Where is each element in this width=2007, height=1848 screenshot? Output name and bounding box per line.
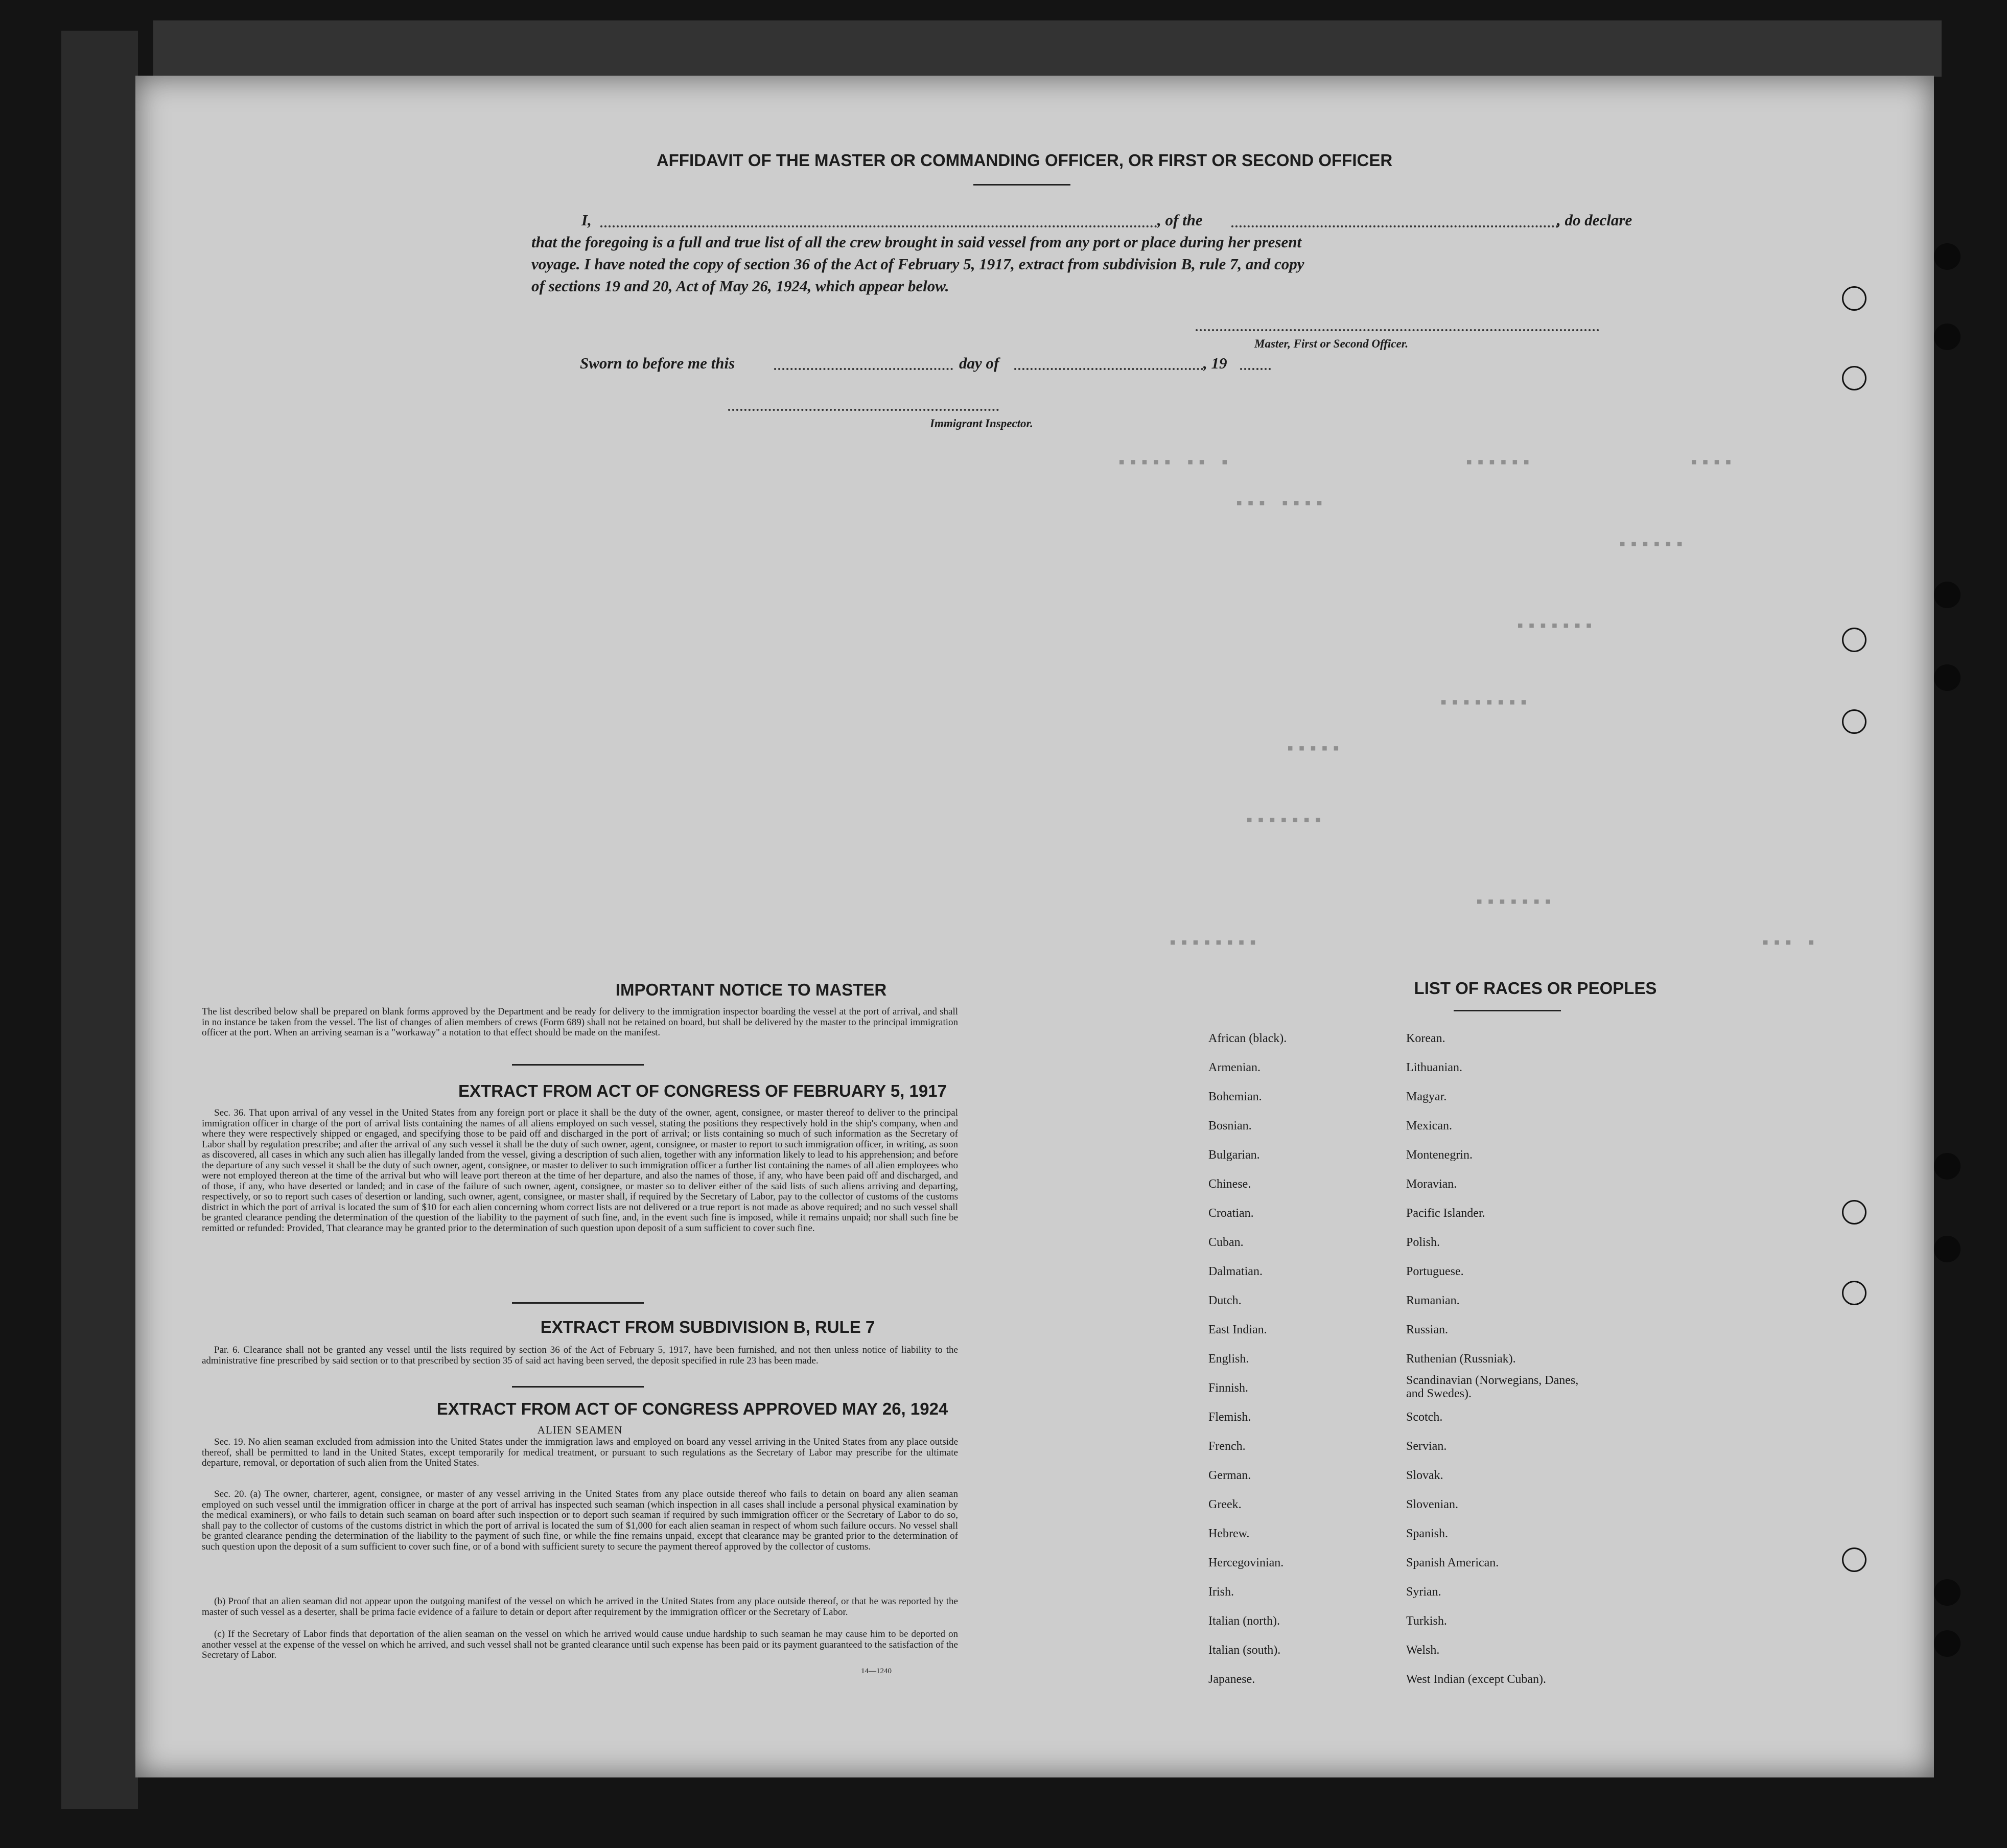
rule7-title: EXTRACT FROM SUBDIVISION B, RULE 7	[540, 1318, 875, 1336]
affidavit-do-declare: , do declare	[1557, 211, 1632, 229]
punch-hole-icon	[1842, 709, 1866, 734]
race-item: Chinese.	[1208, 1177, 1251, 1191]
punch-hole-icon	[1934, 664, 1961, 691]
vessel-field[interactable]	[1231, 225, 1558, 227]
race-item: Montenegrin.	[1406, 1148, 1473, 1162]
notice-rule	[512, 1064, 644, 1066]
manifest-page: ▪▪▪▪▪ ▪▪ ▪ ▪▪▪▪▪▪ ▪▪▪▪ ▪▪▪ ▪▪▪▪ ▪▪▪▪▪▪ ▪▪▪▪▪▪▪ ▪▪▪▪▪▪▪▪ ▪▪▪▪▪ ▪▪▪▪▪▪▪ ▪▪▪▪▪▪▪ ▪▪▪▪▪▪▪▪ ▪▪▪ ▪ AFFIDAVIT OF THE MASTER OR COMMANDING OFFICER, OR FIRST OR SECOND OFFICER I, , of the , do declare that the foregoing is a full and true list of all the crew brought in said vessel from any port or place during her present voyage. I have noted the copy of section 36 of the Act of February 5, 1917, extract from subdivision B, rule 7, and copy of sections 19 and 20, Act of May 26, 1924, which appear below. Master, First or Second Officer. Sworn to before me this day of , 19 Immigrant Inspector. IMPORTANT NOTICE TO MASTER The list described below shall be prepared on blank forms approved by the Department and be ready for delivery to the immigration inspector boarding the vessel at the port of arrival, and shall in no instance be taken from the vessel. The list of changes of alien members of crews (Form 689) shall not be retained on board, but shall be delivered by the master to the principal immigration officer at the port. When an arriving seaman is a "workaway" a notation to that effect should be made on the manifest. EXTRACT FROM ACT OF CONGRESS OF FEBRUARY 5, 1917 Sec. 36. That upon arrival of any vessel in the United States from any foreign port or place it shall be the duty of the owner, agent, consignee, or master thereof to deliver to the principal immigration officer in charge of the port of arrival lists containing the names of all aliens employed on such vessel, stating the positions they respectively hold in the ship's company, when and where they were respectively shipped or engaged, and specifying those to be paid off and discharged in the port of arrival; or lists containing so much of such information as the Secretary of Labor shall by regulation prescribe; and after the arrival of any such vessel it shall be the duty of such owner, agent, consignee, or master to report to such immigration officer, in writing, as soon as discovered, all cases in which any such alien has illegally landed from the vessel, giving a description of such alien, together with any information likely to lead to his apprehension; and before the departure of any such vessel it shall be the duty of such owner, agent, consignee, or master to deliver to such immigration officer a further list containing the names of all alien employees who were not employed thereon at the time of the arrival but who will leave port thereon at the time of her departure, and also the names of those, if any, who have been paid off and discharged, and of those, if any, who have deserted or landed; and in case of the failure of such owner, agent, consignee, or master so to deliver either of the said lists of such aliens arriving and departing, respectively, or so to report such cases of desertion or landing, such owner, agent, consignee, or master shall, if required by the Secretary of Labor, pay to the collector of customs of the customs district in which the port of arrival is located the sum of $10 for each alien concerning whom correct lists are not delivered or a true report is not made as above required; and no such vessel shall be granted clearance pending the determination of the question of the liability to the payment of such fine, and, in the event such fine is imposed, while it remains unpaid; nor shall such fine be remitted or refunded: Provided, That clearance may be granted prior to the determination of such question upon deposit of a sum sufficient to cover such fine. EXTRACT FROM SUBDIVISION B, RULE 7 Par. 6. Clearance shall not be granted any vessel until the lists required by section 36 of the Act of February 5, 1917, have been furnished, and not then unless notice of liability to the administrative fine prescribed by said section or to that prescribed by section 35 of said act having been served, the deposit specified in rule 23 has been made. EXTRACT FROM ACT OF CONGRESS APPROVED MAY 26, 1924 ALIEN SEAMEN Sec. 19. No alien seaman excluded from admission into the United States under the immigration laws and employed on board any vessel arriving in the United States from any place outside thereof, shall be permitted to land in the United States, except temporarily for medical treatment, or pursuant to such regulations as the Secretary of Labor may prescribe for the ultimate departure, removal, or deportation of such alien from the United States. Sec. 20. (a) The owner, charterer, agent, consignee, or master of any vessel arriving in the United States from any place outside thereof who fails to detain on board any alien seaman employed on such vessel until the immigration officer in charge at the port of arrival has inspected such seaman (which inspection in all cases shall include a personal physical examination by the medical examiners), or who fails to detain such seaman on board after such inspection or to deport such seaman if required by such immigration officer or the Secretary of Labor to do so, shall pay to the collector of customs of the customs district in which the port of arrival is located the sum of $1,000 for each alien seaman in respect of whom such failure occurs. No vessel shall be granted clearance pending the determination of the liability to the payment of such fine, or while the fine remains unpaid, except that clearance may be granted prior to the determination of such question upon the deposit of a sum sufficient to cover such fine, or of a bond with sufficient surety to secure the payment thereof approved by the collector of customs. (b) Proof that an alien seaman did not appear upon the outgoing manifest of the vessel on which he arrived in the United States from any place outside thereof, or that he was reported by the master of such vessel as a deserter, shall be prima facie evidence of a failure to detain or deport after requirement by the immigration officer or the Secretary of Labor. (c) If the Secretary of Labor finds that deportation of the alien seaman on the vessel on which he arrived would cause undue hardship to such seaman he may cause him to be deported on another vessel at the expense of the vessel on which he arrived, and such vessel shall not be granted clearance until such expense has been paid or its payment guaranteed to the satisfaction of the Secretary of Labor. 14—1240 LIST OF RACES OR PEOPLES African (black). Armenian. Bohemian. Bosnian. Bulgarian. Chinese. Croatian. Cuban. Dalmatian. Dutch. East Indian. English. Finnish. Flemish. French. German. Greek. Hebrew. Hercegovinian. Irish. Italian (north). Italian (south). Japanese. Korean. Lithuanian. Magyar. Mexican. Montenegrin. Moravian. Pacific Islander. Polish. Portuguese. Rumanian. Russian. Ruthenian (Russniak). Scandinavian (Norwegians, Danes, and Swedes). Scotch. Servian. Slovak. Slovenian. Spanish. Spanish American. Syrian. Turkish. Welsh. West Indian (except Cuban).	[135, 76, 1934, 1777]
extract-1917-rule	[512, 1302, 644, 1304]
punch-hole-icon	[1842, 628, 1866, 652]
punch-hole-icon	[1842, 1200, 1866, 1225]
alien-seamen-subtitle: ALIEN SEAMEN	[537, 1424, 623, 1436]
extract-1917-body: Sec. 36. That upon arrival of any vessel in the United States from any foreign port or place it shall be the duty of the owner, agent, consignee, or master thereof to deliver to the principal immigration officer in charge of the port of arrival lists containing the names of all aliens employed on such vessel, stating the positions they respectively hold in the ship's company, when and where they were respectively shipped or engaged, and specifying those to be paid off and discharged in the port of arrival; or lists containing so much of such information as the Secretary of Labor shall by regulation prescribe; and after the arrival of any such vessel it shall be the duty of such owner, agent, consignee, or master to report to such immigration officer, in writing, as soon as discovered, all cases in which any such alien has illegally landed from the vessel, giving a description of such alien, together with any information likely to lead to his apprehension; and before the departure of any such vessel it shall be the duty of such owner, agent, consignee, or master to deliver to such immigration officer a further list containing the names of all alien employees who were not employed thereon at the time of the arrival but who will leave port thereon at the time of her departure, and also the names of those, if any, who have been paid off and discharged, and of those, if any, who have deserted or landed; and in case of the failure of such owner, agent, consignee, or master so to deliver either of the said lists of such aliens arriving and departing, respectively, or so to report such cases of desertion or landing, such owner, agent, consignee, or master shall, if required by the Secretary of Labor, pay to the collector of customs of the customs district in which the port of arrival is located the sum of $10 for each alien concerning whom correct lists are not delivered or a true report is not made as above required; and no such vessel shall be granted clearance pending the determination of the question of the liability to the payment of such fine, and, in the event such fine is imposed, while it remains unpaid; nor shall such fine be remitted or refunded: Provided, That clearance may be granted prior to the determination of such question upon deposit of a sum sufficient to cover such fine.	[202, 1107, 958, 1234]
extract-1924-sec20a: Sec. 20. (a) The owner, charterer, agent, consignee, or master of any vessel arriving in the United States from any place outside thereof who fails to detain on board any alien seaman employed on such vessel until the immigration officer in charge at the port of arrival has inspected such seaman (which inspection in all cases shall include a personal physical examination by the medical examiners), or who fails to detain such seaman on board after such inspection or to deport such seaman if required by such immigration officer or the Secretary of Labor to do so, shall pay to the collector of customs of the customs district in which the port of arrival is located the sum of $1,000 for each alien seaman in respect of whom such failure occurs. No vessel shall be granted clearance pending the determination of the liability to the payment of such fine, or while the fine remains unpaid, except that clearance may be granted prior to the determination of such question upon the deposit of a sum sufficient to cover such fine, or of a bond with sufficient surety to secure the payment thereof approved by the collector of customs.	[202, 1489, 958, 1552]
sworn-year-field[interactable]	[1240, 368, 1271, 370]
race-item: Flemish.	[1208, 1411, 1251, 1424]
name-field[interactable]	[600, 225, 1157, 227]
race-item: Mexican.	[1406, 1119, 1452, 1133]
affidavit-line-4: of sections 19 and 20, Act of May 26, 1924, which appear below.	[531, 277, 949, 295]
race-item: West Indian (except Cuban).	[1406, 1673, 1546, 1686]
punch-hole-icon	[1934, 243, 1961, 270]
affidavit-i: I,	[581, 211, 592, 229]
punch-hole-icon	[1934, 1153, 1961, 1180]
affidavit-line-3: voyage. I have noted the copy of section 36 of the Act of February 5, 1917, extract from subdivision B, rule 7, and copy	[531, 255, 1304, 273]
punch-hole-icon	[1842, 1281, 1866, 1305]
race-item: Moravian.	[1406, 1177, 1457, 1191]
race-item: Italian (south).	[1208, 1644, 1281, 1657]
notice-body: The list described below shall be prepared on blank forms approved by the Department and be ready for delivery to the immigration inspector boarding the vessel at the port of arrival, and shall in no instance be taken from the vessel. The list of changes of alien members of crews (Form 689) shall not be retained on board, but shall be delivered by the master to the principal immigration officer at the port. When an arriving seaman is a "workaway" a notation to that effect should be made on the manifest.	[202, 1006, 958, 1038]
races-right-column	[1406, 1024, 1692, 1694]
rule7-body: Par. 6. Clearance shall not be granted any vessel until the lists required by section 36 of the Act of February 5, 1917, have been furnished, and not then unless notice of liability to the administrative fine prescribed by said section or to that prescribed by section 35 of said act having been served, the deposit specified in rule 23 has been made.	[202, 1345, 958, 1366]
punch-hole-icon	[1934, 1579, 1961, 1606]
race-item: Cuban.	[1208, 1236, 1244, 1249]
extract-1924-sec19: Sec. 19. No alien seaman excluded from admission into the United States under the immigration laws and employed on board any vessel arriving in the United States from any place outside thereof, shall be permitted to land in the United States, except temporarily for medical treatment, or pursuant to such regulations as the Secretary of Labor may prescribe for the ultimate departure, removal, or deportation of such alien from the United States.	[202, 1437, 958, 1468]
race-item: English.	[1208, 1352, 1249, 1366]
punch-hole-icon	[1934, 582, 1961, 608]
race-item: Scandinavian (Norwegians, Danes, and Swedes).	[1406, 1374, 1579, 1400]
race-item: Japanese.	[1208, 1673, 1255, 1686]
race-item: Magyar.	[1406, 1090, 1447, 1103]
extract-1924-sec20b: (b) Proof that an alien seaman did not appear upon the outgoing manifest of the vessel on which he arrived in the United States from any place outside thereof, or that he was reported by the master of such vessel as a deserter, shall be prima facie evidence of a failure to detain or deport after requirement by the immigration officer or the Secretary of Labor.	[202, 1596, 958, 1618]
punch-hole-icon	[1934, 1630, 1961, 1657]
punch-hole-icon	[1934, 324, 1961, 350]
signature-caption: Master, First or Second Officer.	[1254, 337, 1409, 350]
inspector-caption: Immigrant Inspector.	[930, 417, 1033, 430]
race-item: Bosnian.	[1208, 1119, 1252, 1133]
inspector-signature-line[interactable]	[728, 409, 999, 411]
race-item: Spanish American.	[1406, 1556, 1499, 1569]
sworn-day-of: day of	[959, 354, 999, 372]
notice-title: IMPORTANT NOTICE TO MASTER	[615, 980, 887, 999]
extract-1924-sec20c: (c) If the Secretary of Labor finds that deportation of the alien seaman on the vessel on which he arrived would cause undue hardship to such seaman he may cause him to be deported on another vessel at the expense of the vessel on which he arrived, and such vessel shall not be granted clearance until such expense has been paid or its payment guaranteed to the satisfaction of the Secretary of Labor.	[202, 1629, 958, 1660]
race-item: Turkish.	[1406, 1614, 1447, 1628]
page-edge-top	[153, 20, 1942, 77]
officer-signature-line[interactable]	[1196, 329, 1599, 331]
races-title: LIST OF RACES OR PEOPLES	[1414, 979, 1657, 998]
race-item: Croatian.	[1208, 1207, 1254, 1220]
punch-hole-icon	[1842, 366, 1866, 390]
race-item: Slovenian.	[1406, 1498, 1458, 1511]
races-title-rule	[1454, 1010, 1561, 1011]
race-item: East Indian.	[1208, 1323, 1267, 1336]
races-left-column	[1208, 1024, 1397, 1694]
race-item: Welsh.	[1406, 1644, 1440, 1657]
race-item: Korean.	[1406, 1032, 1445, 1045]
race-item: Hebrew.	[1208, 1527, 1250, 1540]
race-item: French.	[1208, 1440, 1246, 1453]
affidavit-line-2: that the foregoing is a full and true list of all the crew brought in said vessel from any port or place during her present	[531, 233, 1302, 251]
page-edge-left	[61, 31, 138, 1809]
race-item: Ruthenian (Russniak).	[1406, 1352, 1516, 1366]
race-item: African (black).	[1208, 1032, 1287, 1045]
punch-hole-icon	[1934, 1236, 1961, 1262]
sworn-day-field[interactable]	[774, 368, 953, 370]
rule7-rule	[512, 1386, 644, 1388]
race-item: Dutch.	[1208, 1294, 1242, 1307]
punch-hole-icon	[1842, 286, 1866, 311]
race-item: Slovak.	[1406, 1469, 1443, 1482]
race-item: Dalmatian.	[1208, 1265, 1263, 1278]
race-item: Hercegovinian.	[1208, 1556, 1284, 1569]
extract-1917-title: EXTRACT FROM ACT OF CONGRESS OF FEBRUARY 5, 1917	[458, 1081, 947, 1100]
form-number: 14—1240	[861, 1667, 892, 1675]
race-item: Portuguese.	[1406, 1265, 1464, 1278]
race-item: German.	[1208, 1469, 1251, 1482]
race-item: Russian.	[1406, 1323, 1449, 1336]
race-item: Bohemian.	[1208, 1090, 1262, 1103]
affidavit-title: AFFIDAVIT OF THE MASTER OR COMMANDING OFFICER, OR FIRST OR SECOND OFFICER	[656, 151, 1393, 170]
race-item: Armenian.	[1208, 1061, 1261, 1074]
punch-hole-icon	[1842, 1547, 1866, 1572]
race-item: Lithuanian.	[1406, 1061, 1462, 1074]
race-item: Spanish.	[1406, 1527, 1449, 1540]
race-item: Rumanian.	[1406, 1294, 1460, 1307]
sworn-month-field[interactable]	[1014, 368, 1203, 370]
race-item: Greek.	[1208, 1498, 1242, 1511]
race-item: Syrian.	[1406, 1585, 1441, 1599]
race-item: Italian (north).	[1208, 1614, 1280, 1628]
affidavit-title-rule	[973, 184, 1070, 186]
race-item: Pacific Islander.	[1406, 1207, 1485, 1220]
race-item: Bulgarian.	[1208, 1148, 1260, 1162]
sworn-year: , 19	[1203, 354, 1227, 372]
extract-1924-title: EXTRACT FROM ACT OF CONGRESS APPROVED MAY 26, 1924	[436, 1399, 948, 1418]
sworn-prefix: Sworn to before me this	[580, 354, 735, 372]
race-item: Irish.	[1208, 1585, 1234, 1599]
affidavit-of-the: , of the	[1157, 211, 1203, 229]
race-item: Finnish.	[1208, 1381, 1249, 1395]
race-item: Servian.	[1406, 1440, 1447, 1453]
race-item: Polish.	[1406, 1236, 1440, 1249]
race-item: Scotch.	[1406, 1411, 1443, 1424]
